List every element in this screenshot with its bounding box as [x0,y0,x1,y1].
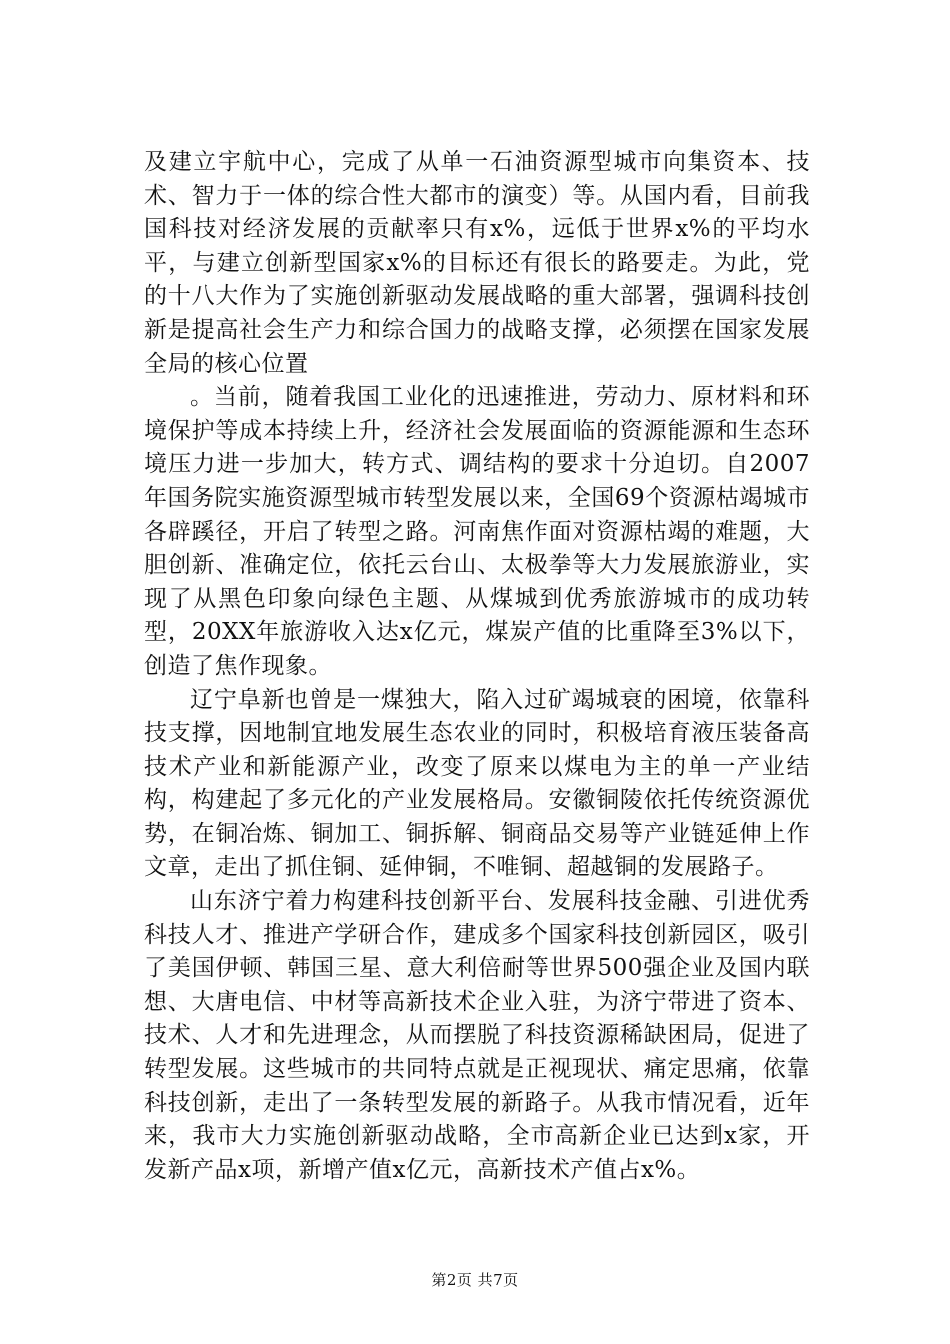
page-footer [0,1270,950,1290]
paragraph-4: 山东济宁着力构建科技创新平台、发展科技金融、引进优秀科技人才、推进产学研合作，建成多个国家科技创新园区，吸引了美国伊顿、韩国三星、意大利倍耐等世界500强企业及国内联想、大唐电信、中材等高新技术企业入驻，为济宁带进了资本、技术、人才和先进理念，从而摆脱了科技资源稀缺困局，促进了转型发展。这些城市的共同特点就是正视现状、痛定思痛，依靠科技创新，走出了一条转型发展的新路子。从我市情况看，近年来，我市大力实施创新驱动战略，全市高新企业已达到x家，开发新产品x项，新增产值x亿元，高新技术产值占x%。 [144,888,810,1183]
paragraph-2: 。当前，随着我国工业化的迅速推进，劳动力、原材料和环境保护等成本持续上升，经济社会发展面临的资源能源和生态环境压力进一步加大，转方式、调结构的要求十分迫切。自2007年国务院实施资源型城市转型发展以来，全国69个资源枯竭城市各辟蹊径，开启了转型之路。河南焦作面对资源枯竭的难题，大胆创新、准确定位，依托云台山、太极拳等大力发展旅游业，实现了从黑色印象向绿色主题、从煤城到优秀旅游城市的成功转型，20XX年旅游收入达x亿元，煤炭产值的比重降至3%以下，创造了焦作现象。 [144,384,810,679]
paragraph-1: 及建立宇航中心，完成了从单一石油资源型城市向集资本、技术、智力于一体的综合性大都市的演变）等。从国内看，目前我国科技对经济发展的贡献率只有x%，远低于世界x%的平均水平，与建立创新型国家x%的目标还有很长的路要走。为此，党的十八大作为了实施创新驱动发展战略的重大部署，强调科技创新是提高社会生产力和综合国力的战略支撑，必须摆在国家发展全局的核心位置 [144,149,810,377]
document-body [144,146,810,1187]
page-number: 第2页 共7页 [431,1271,519,1289]
paragraph-3: 辽宁阜新也曾是一煤独大，陷入过矿竭城衰的困境，依靠科技支撑，因地制宜地发展生态农业的同时，积极培育液压装备高技术产业和新能源产业，改变了原来以煤电为主的单一产业结构，构建起了多元化的产业发展格局。安徽铜陵依托传统资源优势，在铜冶炼、铜加工、铜拆解、铜商品交易等产业链延伸上作文章，走出了抓住铜、延伸铜，不唯铜、超越铜的发展路子。 [144,686,810,881]
